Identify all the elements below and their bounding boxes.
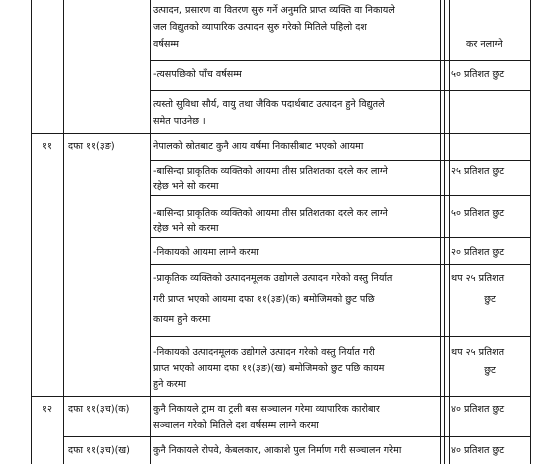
column-rule-number [63, 0, 64, 464]
description-line: नेपालको स्रोतबाट कुनै आय वर्षमा निकासीबाट भएको आयमा [153, 141, 364, 152]
section-reference: दफा ११(३च)(क) [68, 404, 130, 415]
row-number: ११ [42, 141, 52, 152]
row-rule [150, 160, 531, 161]
row-rule [63, 436, 531, 437]
rate-cell: ४० प्रतिशत छुट [451, 404, 505, 415]
description-line: गरी प्राप्त भएको आयमा दफा ११(३ङ)(क) बमोजिमको छुट पछि [153, 294, 375, 305]
rate-cell: छुट [484, 365, 496, 376]
rate-cell: कर नलाग्ने [466, 39, 503, 50]
description-line: रहेछ भने सो करमा [153, 223, 219, 234]
row-rule [150, 60, 531, 61]
description-line: वर्षसम्म [153, 39, 179, 50]
description-line: हुने करमा [153, 379, 186, 390]
rate-cell: ४० प्रतिशत छुट [451, 445, 505, 456]
row-number: १२ [42, 404, 52, 415]
description-line: जल विद्युतको व्यापारिक उत्पादन सुरु गरेको मितिले पहिलो दश [153, 22, 367, 33]
description-line: -बासिन्दा प्राकृतिक व्यक्तिको आयमा तीस प्रतिशतका दरले कर लाग्ने [153, 208, 388, 219]
description-line: सञ्चालन गरेको मितिले दश वर्षसम्म लाग्ने करमा [153, 420, 319, 431]
rate-cell: छुट [484, 294, 496, 305]
rate-cell: थप २५ प्रतिशत [451, 273, 505, 284]
description-line: -बासिन्दा प्राकृतिक व्यक्तिको आयमा तीस प्रतिशतका दरले कर लाग्ने [153, 166, 388, 177]
column-rule-rate-left [449, 0, 450, 464]
row-rule [150, 90, 531, 91]
table-border-right [530, 0, 531, 464]
column-rule-description-left [440, 0, 441, 464]
description-line: -निकायको उत्पादनमूलक उद्योगले उत्पादन गरेको वस्तु निर्यात गरी [153, 347, 375, 358]
row-rule [150, 237, 531, 238]
description-line: कुनै निकायले ट्राम वा ट्रली बस सञ्चालन गरेमा व्यापारिक कारोबार [153, 404, 380, 415]
row-rule [150, 195, 531, 196]
description-line: कायम हुने करमा [153, 314, 211, 325]
rate-cell: ५० प्रतिशत छुट [451, 69, 505, 80]
section-reference: दफा ११(३च)(ख) [68, 445, 130, 456]
description-line: कुनै निकायले रोपवे, केबलकार, आकाशे पुल निर्माण गरी सञ्चालन गरेमा [153, 445, 402, 456]
description-line: उत्पादन, प्रसारण वा वितरण सुरु गर्ने अनुमति प्राप्त व्यक्ति वा निकायले [153, 5, 395, 16]
row-rule [31, 133, 531, 134]
row-rule [150, 336, 531, 337]
rate-cell: २० प्रतिशत छुट [451, 247, 505, 258]
rate-cell: ५० प्रतिशत छुट [451, 208, 505, 219]
table-border-left [31, 0, 32, 464]
column-rule-description-right [444, 0, 445, 464]
description-line: रहेछ भने सो करमा [153, 181, 219, 192]
row-rule [150, 264, 531, 265]
description-line: -निकायको आयमा लाग्ने करमा [153, 247, 259, 258]
description-line: -प्राकृतिक व्यक्तिको उत्पादनमूलक उद्योगले उत्पादन गरेको वस्तु निर्यात [153, 273, 393, 284]
section-reference: दफा ११(३ङ) [68, 141, 115, 152]
rate-cell: २५ प्रतिशत छुट [451, 166, 505, 177]
description-line: त्यस्तो सुविधा सौर्य, वायु तथा जैविक पदार्थबाट उत्पादन हुने विद्युतले [153, 99, 385, 110]
description-line: -त्यसपछिको पाँच वर्षसम्म [153, 69, 242, 80]
rate-cell: थप २५ प्रतिशत [451, 347, 505, 358]
description-line: प्राप्त भएको आयमा दफा ११(३ङ)(ख) बमोजिमको छुट पछि कायम [153, 363, 385, 374]
description-line: समेत पाउनेछ । [153, 116, 206, 127]
row-rule [31, 396, 531, 397]
column-rule-section [150, 0, 151, 464]
